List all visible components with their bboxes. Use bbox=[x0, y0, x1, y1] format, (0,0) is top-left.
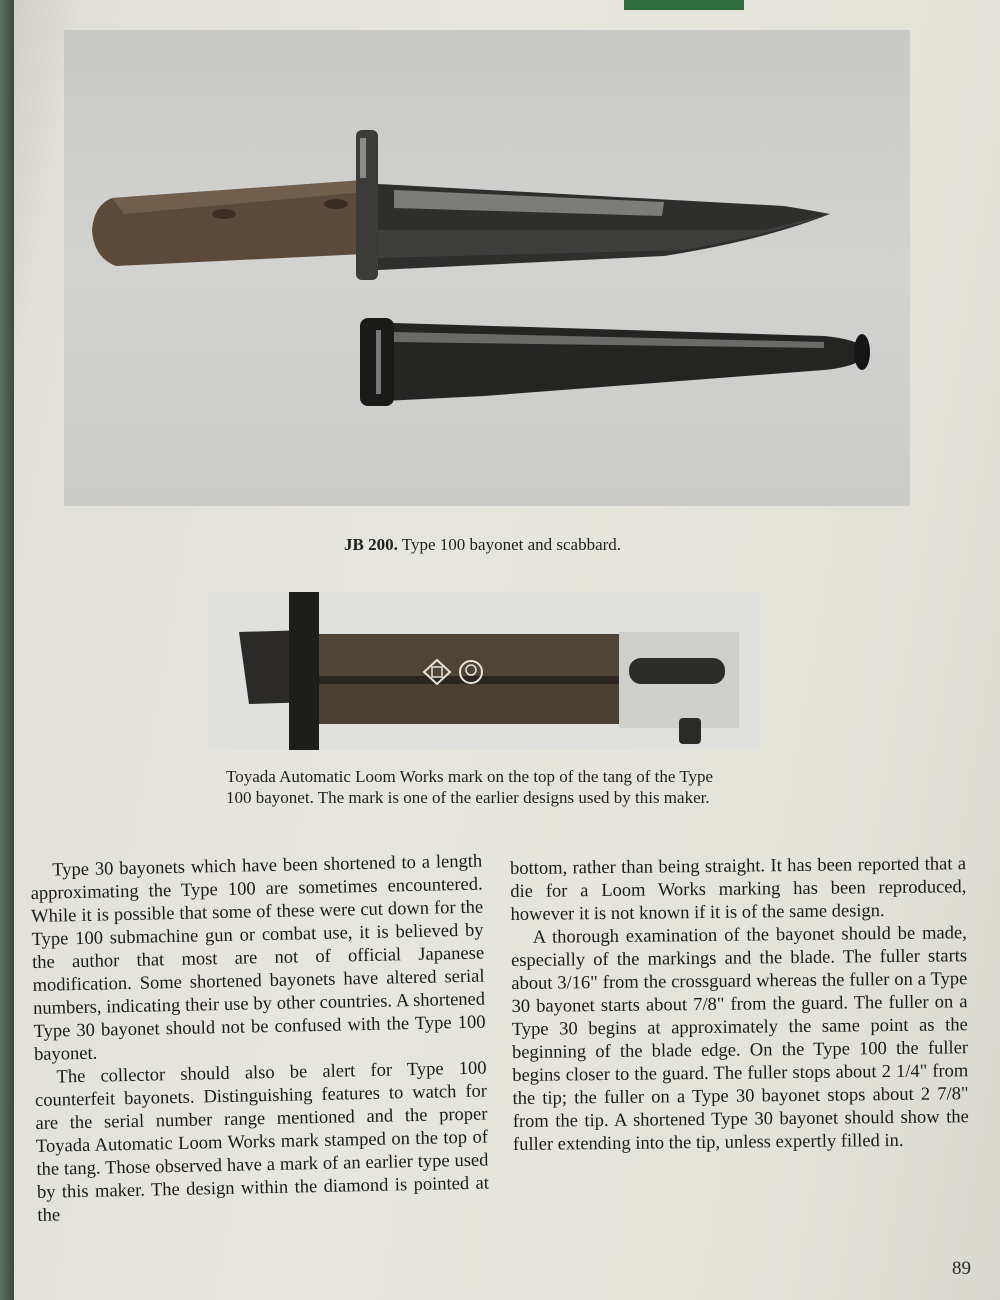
tang-illustration bbox=[209, 592, 761, 750]
scabbard-tip bbox=[854, 334, 870, 370]
scabbard-throat-highlight bbox=[376, 330, 381, 394]
figure2-caption bbox=[226, 766, 786, 808]
paragraph-shortened-type30: Type 30 bayonets which have been shortened to a length approximating the Type 100 are sometimes encountered. While it is possible that some of these were cut down for the Type 100 submachine gun or combat use, it is believed by the author that most are not of official Japanese modification. Some shortened bayonets have altered serial numbers, indicating their use by other countries. A shortened Type 30 bayonet should not be confused with the Type 100 bayonet. bbox=[30, 851, 486, 1065]
figure2-caption-line2: 100 bayonet. The mark is one of the earlier designs used by this maker. bbox=[226, 788, 710, 807]
pommel-button bbox=[679, 718, 701, 744]
figure2-caption-line1: Toyada Automatic Loom Works mark on the top of the tang of the Type bbox=[226, 767, 714, 786]
figure1-label: JB 200. bbox=[344, 535, 398, 554]
photo-bayonet-and-scabbard bbox=[64, 30, 910, 506]
photo-tang-maker-mark bbox=[209, 592, 761, 750]
figure1-caption bbox=[344, 534, 764, 555]
bayonet-illustration bbox=[64, 30, 910, 506]
pommel-slot bbox=[629, 658, 725, 684]
paragraph-die-reproduced: bottom, rather than being straight. It has been reported that a die for a Loom Works marking has been reproduced, however it is not known if it is of the same design. bbox=[510, 854, 967, 925]
paragraph-counterfeit: The collector should also be alert for Type 100 counterfeit bayonets. Distinguishing features to watch for are the serial number range mentioned and the proper Toyada Automatic Loom Works mark stamped on the top of the tang. Those observed have a mark of an earlier type used by this maker. The design within the diamond is pointed at the bbox=[34, 1058, 490, 1226]
body-column-right bbox=[510, 853, 969, 1157]
grip-side-bottom bbox=[319, 684, 619, 724]
page-number: 89 bbox=[952, 1258, 971, 1279]
book-cover-edge bbox=[0, 0, 14, 1300]
crossguard-highlight bbox=[360, 138, 366, 178]
figure1-caption-text: Type 100 bayonet and scabbard. bbox=[401, 535, 622, 554]
grip-side-top bbox=[319, 634, 619, 676]
grip-screw-left bbox=[212, 209, 236, 219]
bayonet-crossguard bbox=[356, 130, 378, 280]
grip-screw-right bbox=[324, 199, 348, 209]
paragraph-fuller-examination: A thorough examination of the bayonet should be made, especially of the markings and the blade. The fuller starts about 3/16" from the crossguard whereas the fuller on a Type 30 bayonet starts about 7/8" from the guard. The fuller on a Type 30 begins at approximately the same point as the beginning of the blade edge. On the Type 100 the fuller begins closer to the guard. The fuller stops about 2 1/4" from the tip; the fuller on a Type 30 bayonet stops about 2 7/8" from the tip. A shortened Type 30 bayonet should show the fuller extending into the tip, unless expertly filled in. bbox=[510, 923, 969, 1155]
body-column-left bbox=[30, 851, 490, 1228]
book-page bbox=[14, 0, 1000, 1300]
crossguard-shadow bbox=[289, 592, 319, 750]
cover-tab bbox=[624, 0, 744, 10]
